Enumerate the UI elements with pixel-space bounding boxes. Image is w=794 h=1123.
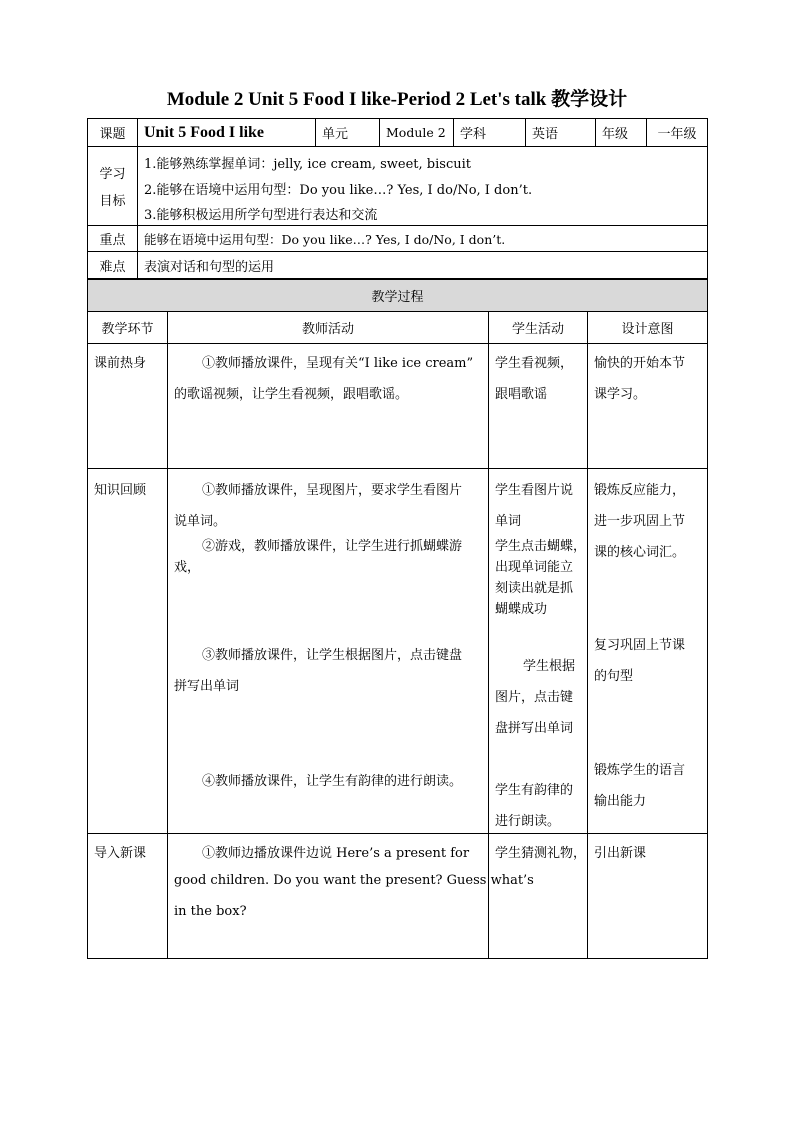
col-header-intent: 设计意图 [588,312,708,344]
difficult-text: 表演对话和句型的运用 [138,252,708,279]
warmup-intent: 愉快的开始本节 课学习。 [588,344,708,469]
goal-line-3: 3.能够积极运用所学句型进行表达和交流 [144,208,378,223]
review-intent: 锻炼反应能力， 进一步巩固上节 课的核心词汇。 复习巩固上节课 的句型 锻炼学生的语言 输出能力 [588,469,708,834]
keti-value: Unit 5 Food I like [138,119,316,147]
danyuan-label: 单元 [316,119,380,147]
process-table [87,279,708,959]
goals-content [138,147,708,226]
warmup-student: 学生看视频， 跟唱歌谣 [489,344,588,469]
process-header: 教学过程 [88,280,708,312]
review-teacher: ①教师播放课件，呈现图片，要求学生看图片 说单词。 ②游戏，教师播放课件，让学生进行抓蝴蝶游 戏， ③教师播放课件，让学生根据图片，点击键盘 拼写出单词 ④教师播放课件，让学生有韵律的进行朗读。 [168,469,489,834]
key-label: 重点 [88,226,138,252]
nianji-value: 一年级 [647,119,708,147]
intro-intent: 引出新课 [588,834,708,959]
xueke-value: 英语 [526,119,596,147]
warmup-stage: 课前热身 [88,344,168,469]
goal-line-1: 1.能够熟练掌握单词：jelly, ice cream, sweet, biscuit [144,157,471,172]
warmup-teacher: ①教师播放课件，呈现有关“I like ice cream” 的歌谣视频，让学生看视频，跟唱歌谣。 [168,344,489,469]
xueke-label: 学科 [454,119,526,147]
info-table [87,118,708,279]
keti-label: 课题 [88,119,138,147]
intro-teacher: ①教师边播放课件边说 Here’s a present for good children. Do you want the present? Guess what’s in the box? [168,834,489,959]
danyuan-value: Module 2 [380,119,454,147]
goals-label: 学习 目标 [88,147,138,226]
page-title: Module 2 Unit 5 Food I like-Period 2 Let's talk 教学设计 [166,89,628,110]
review-stage: 知识回顾 [88,469,168,834]
intro-student: 学生猜测礼物， [489,834,588,959]
review-student: 学生看图片说 单词 学生点击蝴蝶， 出现单词能立 刻读出就是抓 蝴蝶成功 学生根据 图片，点击键 盘拼写出单词 学生有韵律的 进行朗读。 [489,469,588,834]
col-header-student: 学生活动 [489,312,588,344]
goal-line-2: 2.能够在语境中运用句型：Do you like…? Yes, I do/No, I don’t. [144,183,533,198]
col-header-teacher: 教师活动 [168,312,489,344]
nianji-label: 年级 [596,119,647,147]
col-header-stage: 教学环节 [88,312,168,344]
difficult-label: 难点 [88,252,138,279]
intro-stage: 导入新课 [88,834,168,959]
key-text: 能够在语境中运用句型：Do you like…? Yes, I do/No, I don’t. [138,226,708,252]
